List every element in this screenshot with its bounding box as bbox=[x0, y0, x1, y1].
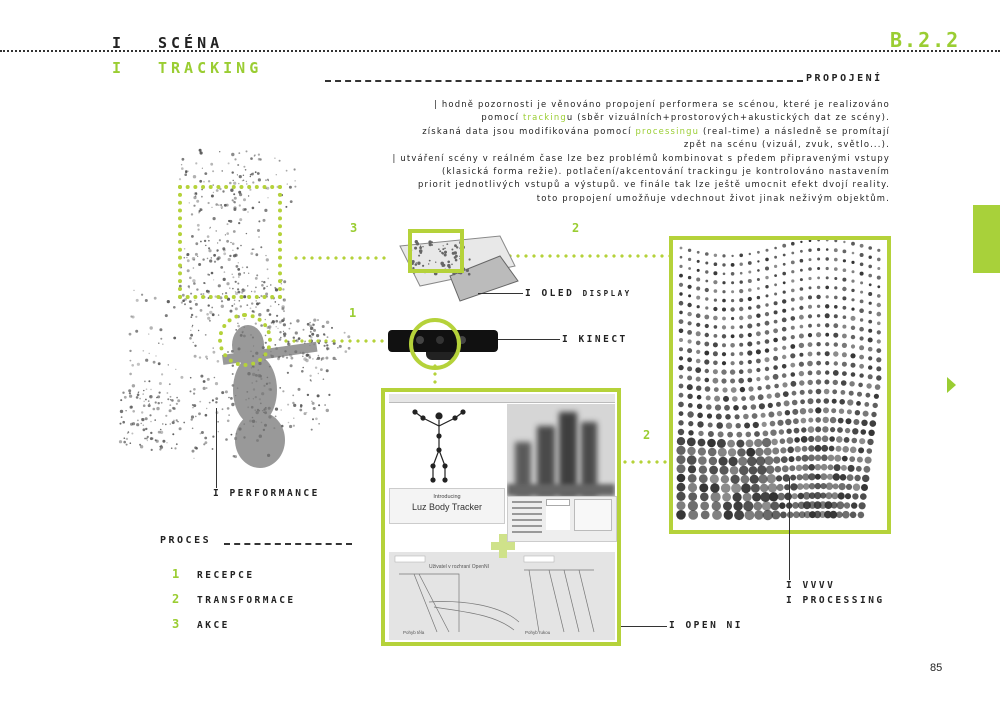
paragraph-line: toto propojení umožňuje vdechnout život jinak neživým objektům. bbox=[536, 192, 890, 203]
kinect-highlight-circle bbox=[409, 318, 461, 370]
label-oled: I OLED DISPLAY bbox=[525, 288, 632, 299]
paragraph-line: | utváření scény v reálném čase lze bez problémů kombinovat s předem připravenými vstupy bbox=[392, 152, 890, 163]
flow-number-2-mid: 2 bbox=[643, 428, 651, 442]
flow-number-1: 1 bbox=[349, 306, 357, 320]
connector-dancer-to-kinect bbox=[282, 338, 388, 344]
processing-leader-line bbox=[789, 478, 790, 580]
label-openni: I OPEN NI bbox=[669, 620, 743, 631]
proces-step-2-num: 2 bbox=[172, 592, 180, 606]
propojeni-dashed-rule bbox=[325, 80, 803, 82]
label-vvvv: I VVVV bbox=[786, 580, 836, 591]
paragraph-line: (klasická forma režie). potlačení/akcentování trackingu je kontrolováno nastavením bbox=[442, 166, 890, 177]
section-code: B.2.2 bbox=[890, 28, 961, 52]
performance-leader-line bbox=[216, 408, 217, 488]
processing-dot-field bbox=[673, 240, 887, 530]
proces-step-3-label: AKCE bbox=[197, 620, 230, 631]
flow-number-3: 3 bbox=[350, 221, 358, 235]
side-tab bbox=[973, 205, 1000, 273]
triangle-right-icon[interactable] bbox=[947, 377, 956, 393]
oled-highlight-box bbox=[408, 229, 464, 273]
label-processing: I PROCESSING bbox=[786, 595, 885, 606]
plus-icon bbox=[491, 534, 515, 558]
tracking-box-upper bbox=[178, 185, 282, 299]
proces-step-1-label: RECEPCE bbox=[197, 570, 255, 581]
paragraph-line: | hodně pozornosti je věnováno propojení performera se scénou, které je realizováno bbox=[434, 99, 890, 109]
label-kinect: I KINECT bbox=[562, 334, 628, 345]
header-title-tracking: TRACKING bbox=[158, 59, 263, 77]
openni-caption: Uživatel v rozhraní OpenNI bbox=[429, 564, 490, 570]
header-dotted-rule bbox=[0, 50, 1000, 52]
flow-number-2-top: 2 bbox=[572, 221, 580, 235]
header-line1-mark: I bbox=[112, 34, 126, 52]
depth-panel bbox=[507, 404, 615, 496]
proces-step-1-num: 1 bbox=[172, 567, 180, 581]
processing-visual-frame bbox=[669, 236, 891, 534]
skeleton-panel bbox=[389, 406, 503, 486]
header-line2-mark: I bbox=[112, 59, 126, 77]
paragraph-line: zpět na scénu (vizuál, zvuk, světlo...). bbox=[683, 139, 890, 150]
proces-heading: PROCES bbox=[160, 535, 212, 546]
intro-paragraph bbox=[310, 98, 890, 205]
page-number: 85 bbox=[930, 662, 943, 674]
connector-software-to-processing bbox=[621, 459, 671, 465]
oled-leader-line bbox=[478, 293, 523, 294]
proces-step-3-num: 3 bbox=[172, 617, 180, 631]
intro-small-text: Introducing bbox=[433, 494, 461, 500]
paragraph-line: pomocí trackingu (sběr vizuálních+prostorových+akustických dat ze scény). bbox=[481, 112, 890, 123]
connector-oled-to-dancer bbox=[292, 255, 390, 261]
proces-dashed-rule bbox=[224, 543, 352, 545]
caption-left: Pohyb těla bbox=[403, 630, 425, 635]
propojeni-heading: PROPOJENÍ bbox=[806, 73, 883, 84]
software-titlebar bbox=[389, 394, 615, 403]
paragraph-line: získaná data jsou modifikována pomocí processingu (real-time) a následně se promítají bbox=[422, 125, 890, 136]
skeleton-figure bbox=[389, 406, 503, 486]
tracking-circle bbox=[218, 313, 272, 367]
openni-curves bbox=[389, 552, 615, 640]
proces-step-2-label: TRANSFORMACE bbox=[197, 595, 296, 606]
header-title-scena: SCÉNA bbox=[158, 34, 224, 52]
settings-panel bbox=[507, 496, 617, 542]
luz-intro-panel bbox=[389, 488, 505, 524]
software-screenshot-frame bbox=[381, 388, 621, 646]
caption-right: Pohyb rukou bbox=[525, 630, 551, 635]
openni-leader-line bbox=[621, 626, 667, 627]
openni-panel bbox=[389, 552, 615, 640]
kinect-leader-line bbox=[498, 339, 560, 340]
intro-title-text: Luz Body Tracker bbox=[411, 502, 483, 512]
paragraph-line: priorit jednotlivých vstupů a výstupů. ve finále tak lze ještě umocnit efekt dvojí reality. bbox=[417, 179, 890, 190]
label-performance: I PERFORMANCE bbox=[213, 488, 320, 499]
